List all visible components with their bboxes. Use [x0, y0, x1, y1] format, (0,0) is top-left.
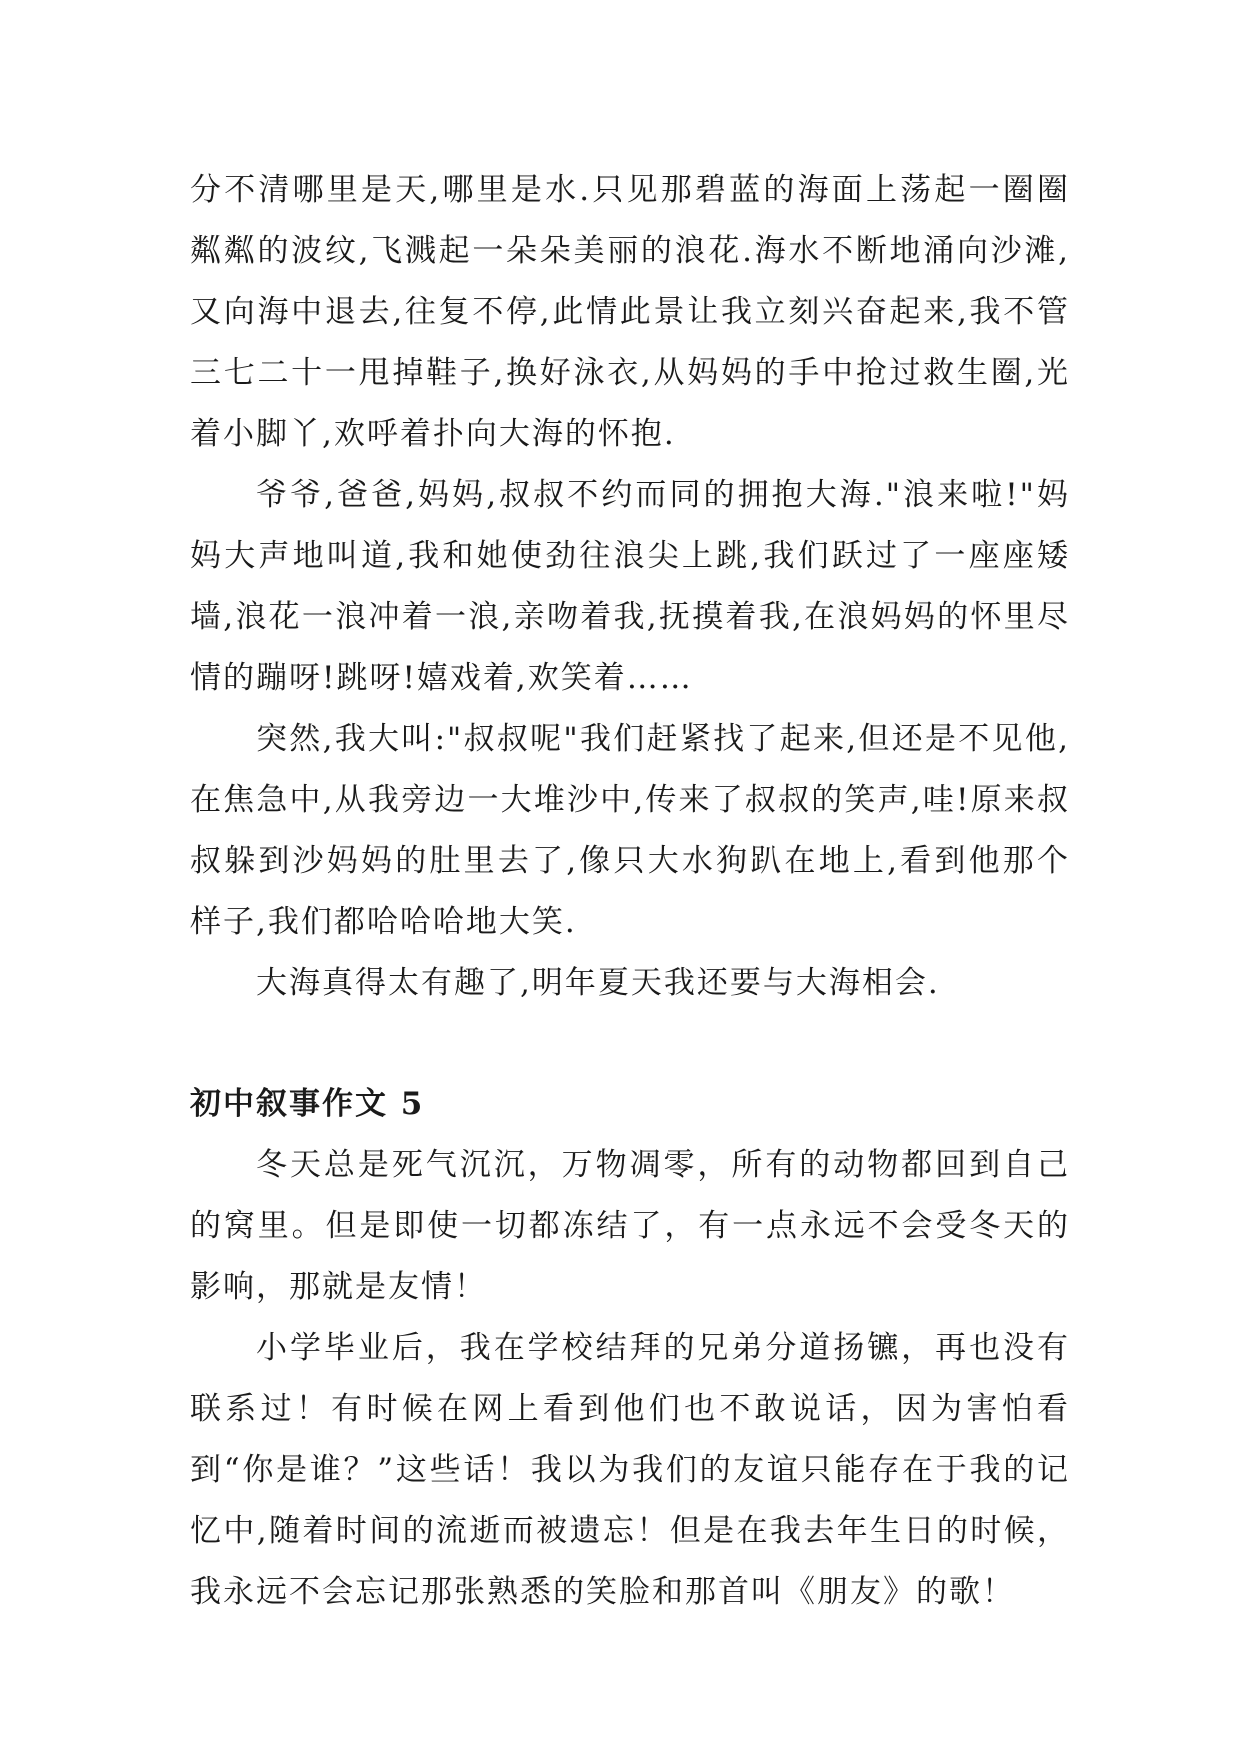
paragraph-family-waves: 爷爷,爸爸,妈妈,叔叔不约而同的拥抱大海."浪来啦!"妈妈大声地叫道,我和她使劲往浪尖上跳,我们跃过了一座座矮墙,浪花一浪冲着一浪,亲吻着我,抚摸着我,在浪妈妈的怀里尽情的蹦呀!跳呀!嬉戏着,欢笑着…… — [190, 477, 1070, 696]
section-title: 初中叙事作文 5 — [190, 1086, 425, 1122]
paragraph-uncle-sand: 突然,我大叫:"叔叔呢"我们赶紧找了起来,但还是不见他,在焦急中,从我旁边一大堆沙中,传来了叔叔的笑声,哇!原来叔叔躲到沙妈妈的肚里去了,像只大水狗趴在地上,看到他那个样子,我们都哈哈哈地大笑. — [190, 721, 1070, 940]
paragraph-sea-view: 分不清哪里是天,哪里是水.只见那碧蓝的海面上荡起一圈圈粼粼的波纹,飞溅起一朵朵美丽的浪花.海水不断地涌向沙滩,又向海中退去,往复不停,此情此景让我立刻兴奋起来,我不管三七二十一甩掉鞋子,换好泳衣,从妈妈的手中抢过救生圈,光着小脚丫,欢呼着扑向大海的怀抱. — [190, 172, 1070, 452]
paragraph-winter-friendship: 冬天总是死气沉沉，万物凋零，所有的动物都回到自己的窝里。但是即使一切都冻结了，有一点永远不会受冬天的影响，那就是友情！ — [190, 1147, 1070, 1305]
document-page — [190, 160, 1070, 1623]
paragraph-graduation: 小学毕业后，我在学校结拜的兄弟分道扬镳，再也没有联系过！有时候在网上看到他们也不敢说话，因为害怕看到“你是谁？”这些话！我以为我们的友谊只能存在于我的记忆中,随着时间的流逝而被遗忘！但是在我去年生日的时候，我永远不会忘记那张熟悉的笑脸和那首叫《朋友》的歌！ — [190, 1330, 1070, 1610]
paragraph-closing: 大海真得太有趣了,明年夏天我还要与大海相会. — [256, 965, 940, 1001]
